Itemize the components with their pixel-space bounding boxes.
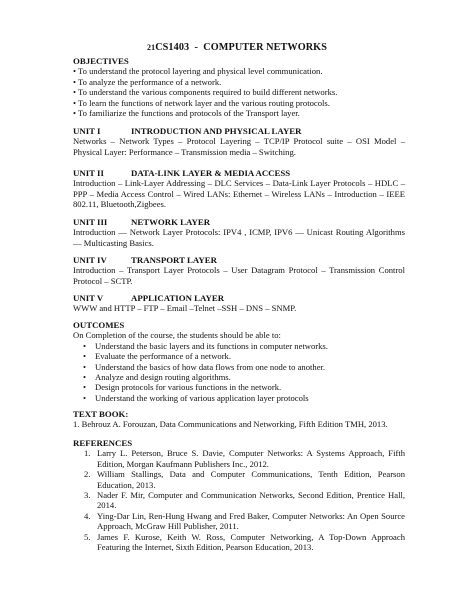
objectives-section xyxy=(73,56,405,118)
textbook-item: 1. Behrouz A. Forouzan, Data Communications and Networking, Fifth Edition TMH, 2013. xyxy=(73,419,388,430)
unit-number: UNIT I xyxy=(73,126,101,136)
course-code: CS1403 xyxy=(155,42,190,53)
reference-text: Nader F. Mir, Computer and Communication Networks, Second Edition, Prentice Hall, 2014. xyxy=(97,490,405,511)
unit-4-section xyxy=(73,255,405,286)
reference-item xyxy=(84,531,405,553)
unit-number: UNIT IV xyxy=(73,255,107,265)
course-title xyxy=(0,43,474,53)
title-separator: - xyxy=(194,42,198,53)
reference-number: 3. xyxy=(84,490,91,501)
references-list xyxy=(73,448,405,552)
unit-number: UNIT III xyxy=(73,217,108,227)
unit-body: Introduction – Transport Layer Protocols – User Datagram Protocol – Transmission Control Protocol – SCTP. xyxy=(73,265,405,286)
unit-heading xyxy=(73,168,405,178)
reference-item xyxy=(84,469,405,490)
unit-title: APPLICATION LAYER xyxy=(131,293,225,303)
unit-5-section xyxy=(73,293,405,314)
textbook-section xyxy=(73,409,405,430)
list-item: • Design protocols for various functions in the network. xyxy=(95,382,405,392)
unit-title: DATA-LINK LAYER & MEDIA ACCESS xyxy=(131,168,291,178)
objectives-heading: OBJECTIVES xyxy=(73,56,129,66)
reference-text: Larry L. Peterson, Bruce S. Davie, Computer Networks: A Systems Approach, Fifth Edition, Morgan Kaufmann Publishers Inc., 2012. xyxy=(97,448,405,469)
reference-item xyxy=(84,510,405,532)
course-name: COMPUTER NETWORKS xyxy=(203,42,327,53)
list-item: • To understand the various components required to build different networks. xyxy=(73,87,338,98)
unit-2-section xyxy=(73,168,405,210)
unit-number: UNIT V xyxy=(73,293,104,303)
unit-heading xyxy=(73,126,405,136)
list-item: • To analyze the performance of a network. xyxy=(73,76,222,87)
references-section xyxy=(73,438,405,552)
unit-body: Networks – Network Types – Protocol Layering – TCP/IP Protocol suite – OSI Model – Physical Layer: Performance – Transmission media – Switching. xyxy=(73,136,405,157)
unit-body: WWW and HTTP – FTP – Email –Telnet –SSH – DNS – SNMP. xyxy=(73,303,297,314)
unit-title: NETWORK LAYER xyxy=(131,217,211,227)
list-item: • Understand the basics of how data flows from one node to another. xyxy=(95,362,405,372)
list-item: • Understand the basic layers and its functions in computer networks. xyxy=(95,341,405,351)
unit-3-section xyxy=(73,217,405,248)
reference-number: 4. xyxy=(84,510,91,521)
outcomes-heading: OUTCOMES xyxy=(73,320,125,330)
reference-number: 2. xyxy=(84,469,91,480)
unit-body: Introduction — Network Layer Protocols: IPV4 , ICMP, IPV6 — Unicast Routing Algorithms — Multicasting Basics. xyxy=(73,227,405,248)
textbook-heading: TEXT BOOK: xyxy=(73,409,129,419)
references-heading: REFERENCES xyxy=(73,438,133,448)
list-item: • Evaluate the performance of a network. xyxy=(95,351,405,361)
unit-title: TRANSPORT LAYER xyxy=(131,255,217,265)
unit-heading xyxy=(73,217,405,227)
unit-body: Introduction – Link-Layer Addressing – DLC Services – Data-Link Layer Protocols – HDLC – PPP – Media Access Control – Wired LANs: Ethernet – Wireless LANs – Introduction – IEEE 802.11, Bluetooth,Zigbees. xyxy=(73,178,405,210)
list-item: • Understand the working of various application layer protocols xyxy=(95,393,405,403)
list-item: • Analyze and design routing algorithms. xyxy=(95,372,405,382)
reference-text: Ying-Dar Lin, Ren-Hung Hwang and Fred Baker, Computer Networks: An Open Source Approach, McGraw Hill Publisher, 2011. xyxy=(97,510,405,532)
list-item: • To learn the functions of network layer and the various routing protocols. xyxy=(73,97,330,108)
objectives-list xyxy=(73,66,405,118)
unit-1-section xyxy=(73,126,405,157)
unit-title: INTRODUCTION AND PHYSICAL LAYER xyxy=(131,126,302,136)
outcomes-list xyxy=(73,341,405,403)
outcomes-section xyxy=(73,320,405,403)
reference-item xyxy=(84,490,405,511)
unit-heading xyxy=(73,293,405,303)
reference-text: James F. Kurose, Keith W. Ross, Computer Networking, A Top-Down Approach Featuring the Internet, Sixth Edition, Pearson Education, 2013. xyxy=(97,531,405,553)
reference-number: 1. xyxy=(84,448,91,459)
list-item: • To familiarize the functions and protocols of the Transport layer. xyxy=(73,108,300,119)
reference-number: 5. xyxy=(84,531,91,542)
list-item: • To understand the protocol layering and physical level communication. xyxy=(73,66,323,77)
course-code-prefix: 21 xyxy=(147,43,156,52)
reference-item xyxy=(84,448,405,469)
unit-heading xyxy=(73,255,405,265)
unit-number: UNIT II xyxy=(73,168,104,178)
reference-text: William Stallings, Data and Computer Communications, Tenth Edition, Pearson Education, 2013. xyxy=(97,469,405,490)
outcomes-intro: On Completion of the course, the students should be able to: xyxy=(73,330,281,341)
